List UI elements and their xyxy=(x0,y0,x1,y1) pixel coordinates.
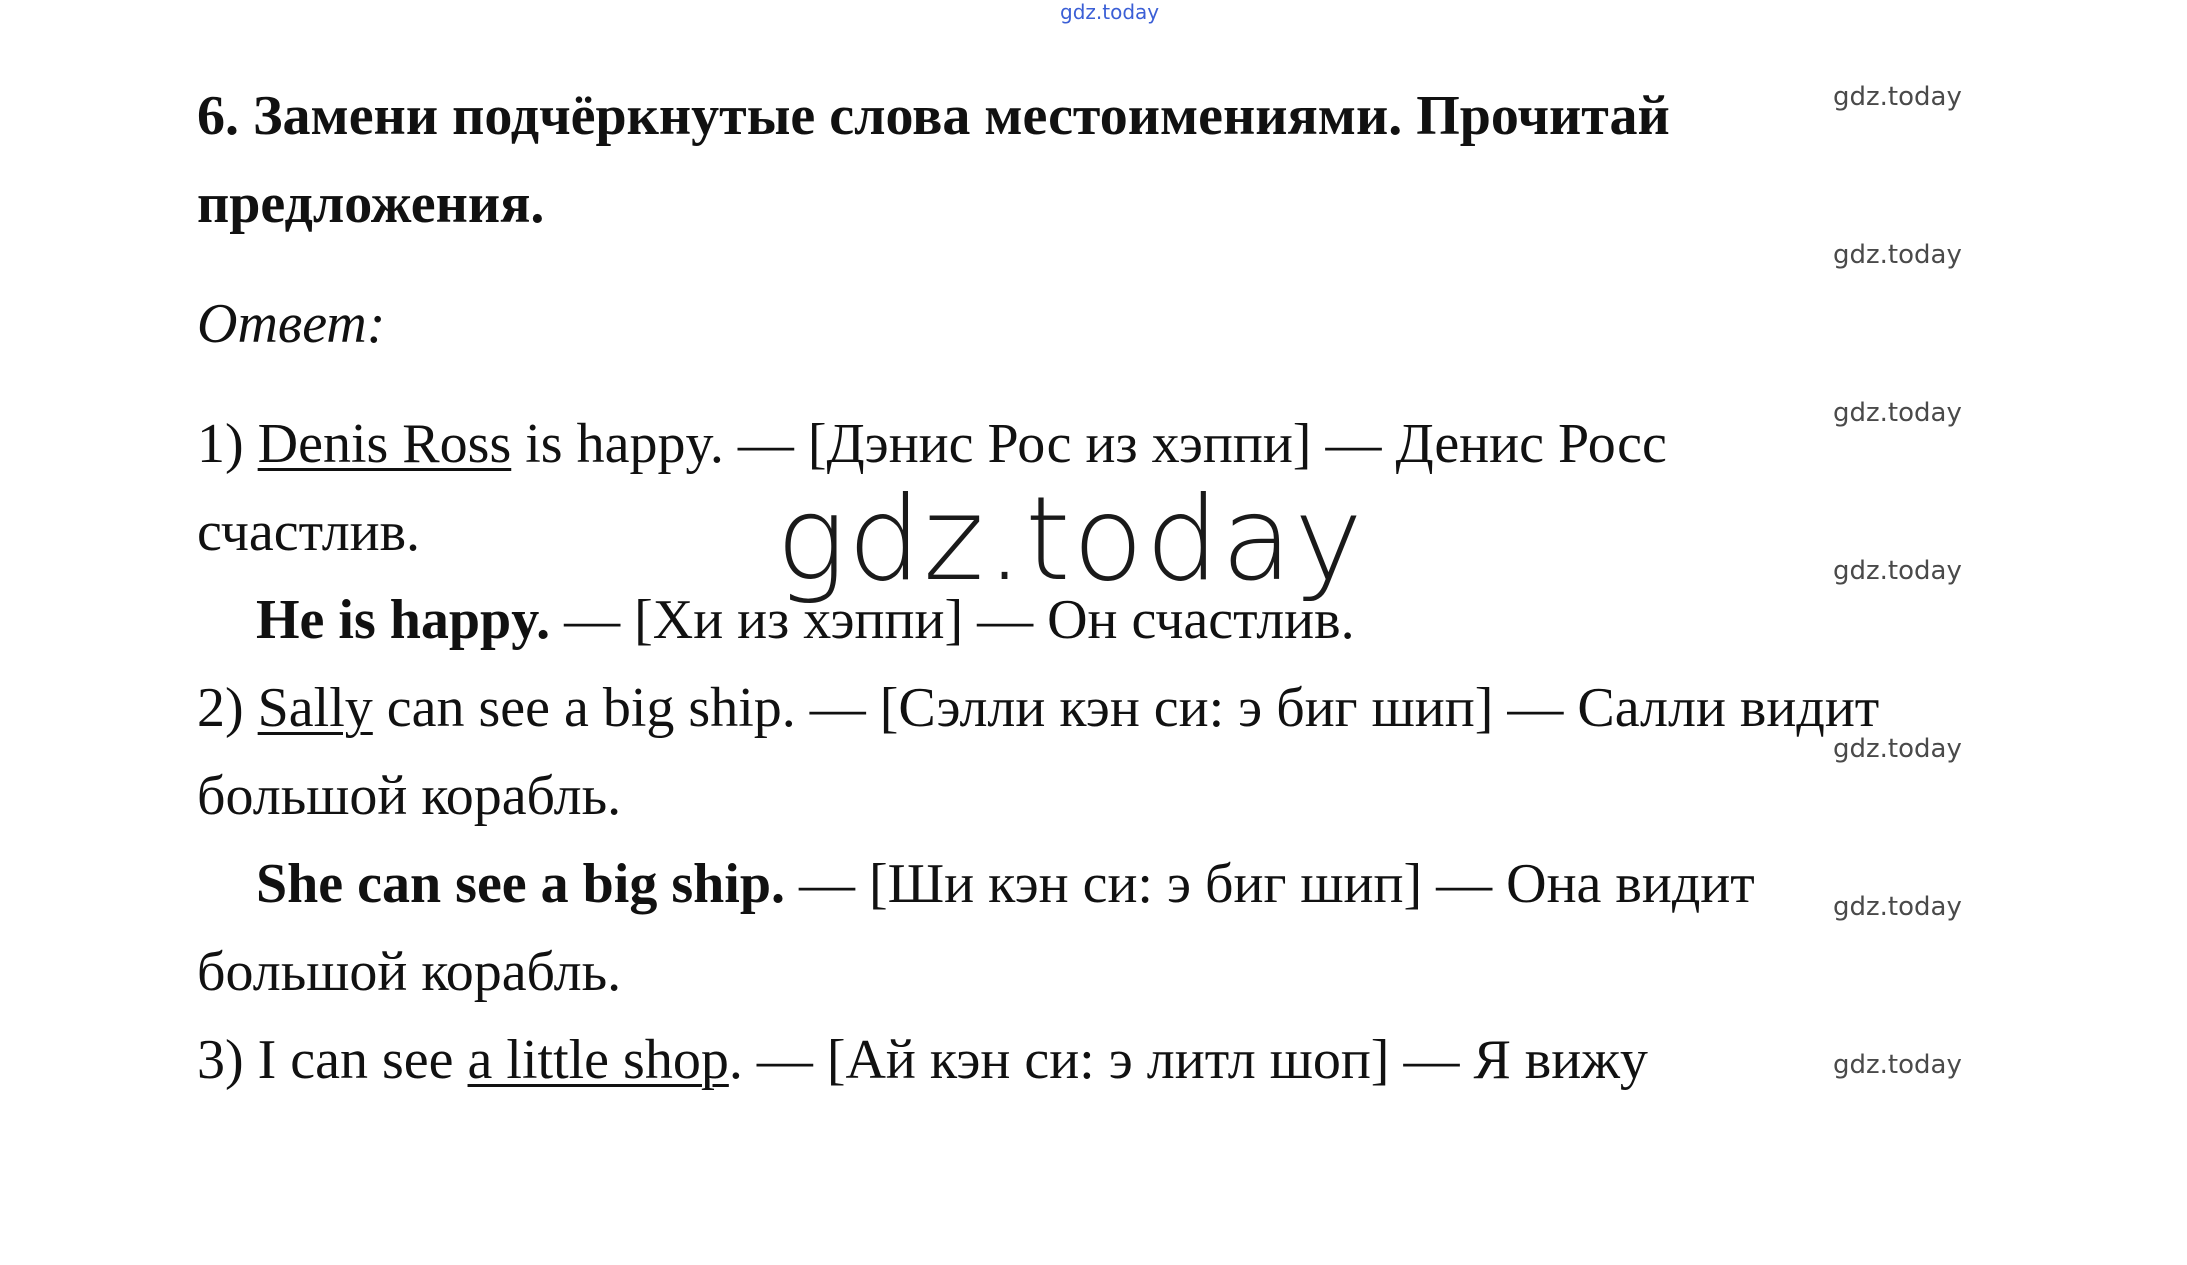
watermark-side-3: gdz.today xyxy=(1833,398,1962,428)
item-3-rest: . — [Ай кэн си: э литл шоп] — Я вижу xyxy=(728,1029,1648,1091)
item-3-line-1 xyxy=(197,1028,1648,1092)
watermark-side-2: gdz.today xyxy=(1833,240,1962,270)
item-2-number: 2) xyxy=(197,677,244,739)
item-1-underlined: Denis Ross xyxy=(257,413,512,475)
answer-label: Ответ: xyxy=(197,293,386,355)
task-title-line-1: 6. Замени подчёркнутые слова местоимениями. Прочитай xyxy=(197,85,1670,147)
item-2-rest: can see a big ship. — [Сэлли кэн си: э биг шип] — Салли видит xyxy=(372,677,1880,739)
item-3-prefix: I can see xyxy=(243,1029,468,1091)
watermark-side-4: gdz.today xyxy=(1833,556,1962,586)
item-1-reply-rest: — [Хи из хэппи] — Он счастлив. xyxy=(550,589,1355,651)
item-1-rest: is happy. — [Дэнис Рос из хэппи] — Денис Росс xyxy=(511,413,1667,475)
watermark-side-7: gdz.today xyxy=(1833,1050,1962,1080)
item-1-number: 1) xyxy=(197,413,244,475)
item-2-line-1 xyxy=(197,676,1879,740)
item-3-underlined: a little shop xyxy=(467,1029,729,1091)
item-1-line-1 xyxy=(197,412,1667,476)
watermark-side-1: gdz.today xyxy=(1833,82,1962,112)
item-3-number: 3) xyxy=(197,1029,244,1091)
item-2-underlined: Sally xyxy=(257,677,373,739)
watermark-top: gdz.today xyxy=(1060,0,1160,24)
item-2-reply-bold: She can see a big ship. xyxy=(256,853,785,915)
watermark-side-6: gdz.today xyxy=(1833,892,1962,922)
item-1-reply-bold: He is happy. xyxy=(256,589,551,651)
watermark-side-5: gdz.today xyxy=(1833,734,1962,764)
item-2-reply-rest: — [Ши кэн си: э биг шип] — Она видит xyxy=(785,853,1755,915)
item-1-line-2: счастлив. xyxy=(197,501,421,563)
task-title-line-2: предложения. xyxy=(197,173,545,235)
item-2-reply xyxy=(256,852,1755,916)
item-2-line-2: большой корабль. xyxy=(197,765,622,827)
watermark-center: gdz.today xyxy=(776,472,1365,607)
item-2-reply-line-2: большой корабль. xyxy=(197,941,622,1003)
